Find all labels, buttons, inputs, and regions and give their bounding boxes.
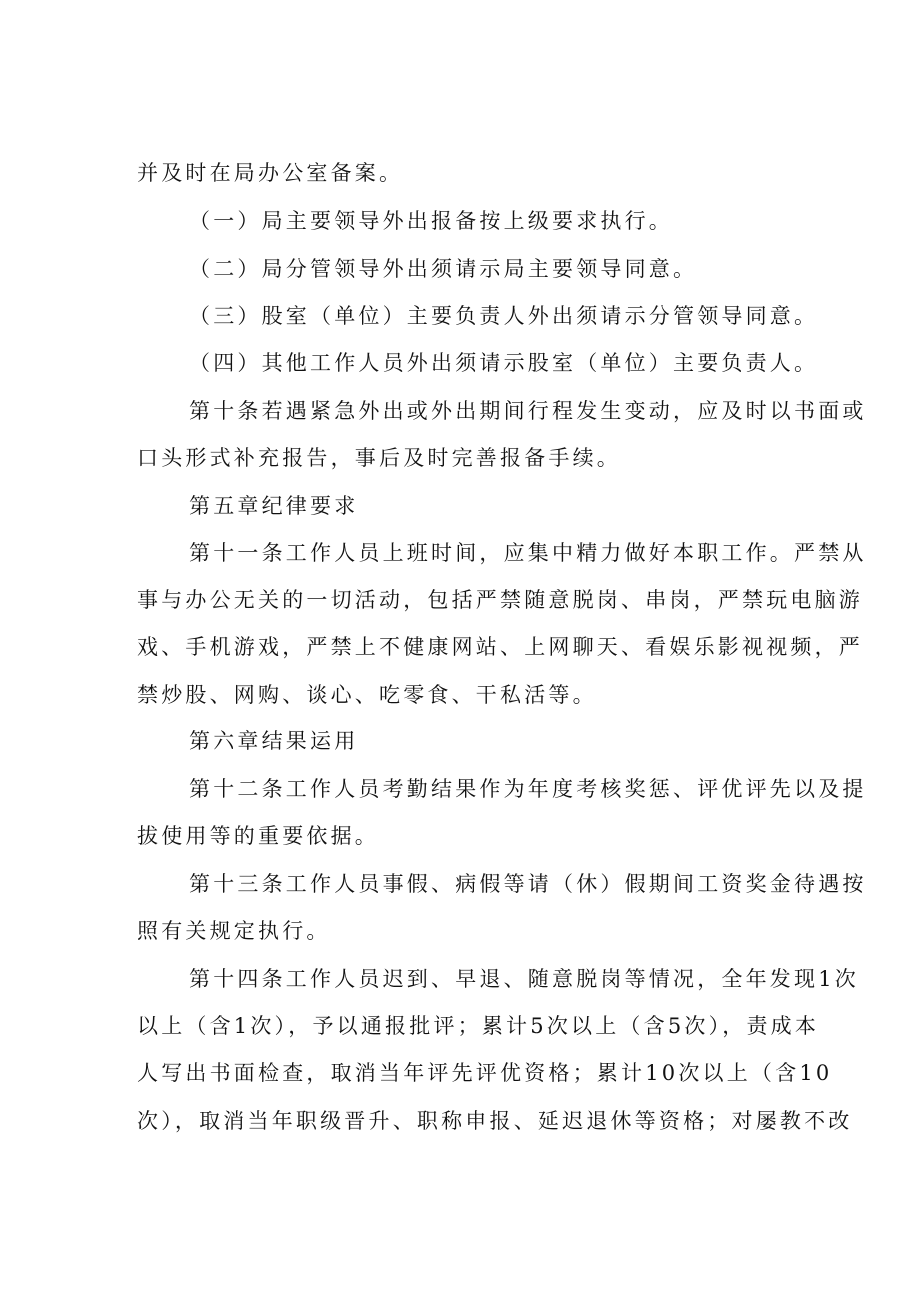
chapter-heading-6: 第六章结果运用 — [189, 729, 359, 753]
text-line-17: 照有关规定执行。 — [137, 919, 331, 943]
text-line-10: 事与办公无关的一切活动，包括严禁随意脱岗、串岗，严禁玩电脑游 — [137, 588, 863, 612]
text-line-16: 第十三条工作人员事假、病假等请（休）假期间工资奖金待遇按 — [189, 872, 867, 896]
text-line-15: 拔使用等的重要依据。 — [137, 824, 379, 848]
text-line-4: （三）股室（单位）主要负责人外出须请示分管领导同意。 — [189, 304, 819, 328]
text-line-18: 第十四条工作人员迟到、早退、随意脱岗等情况，全年发现1次 — [189, 967, 859, 991]
text-line-7: 口头形式补充报告，事后及时完善报备手续。 — [137, 446, 621, 470]
text-line-9: 第十一条工作人员上班时间，应集中精力做好本职工作。严禁从 — [189, 541, 867, 565]
text-line-3: （二）局分管领导外出须请示局主要领导同意。 — [189, 257, 698, 281]
text-line-14: 第十二条工作人员考勤结果作为年度考核奖惩、评优评先以及提 — [189, 777, 867, 801]
text-line-19: 以上（含1次），予以通报批评；累计5次以上（含5次），责成本 — [137, 1014, 820, 1038]
text-line-11: 戏、手机游戏，严禁上不健康网站、上网聊天、看娱乐影视视频，严 — [137, 635, 863, 659]
text-line-1: 并及时在局办公室备案。 — [137, 161, 404, 185]
text-line-21: 次），取消当年职级晋升、职称申报、延迟退休等资格；对屡教不改 — [137, 1109, 853, 1133]
text-line-2: （一）局主要领导外出报备按上级要求执行。 — [189, 209, 673, 233]
text-line-5: （四）其他工作人员外出须请示股室（单位）主要负责人。 — [189, 351, 819, 375]
chapter-heading-5: 第五章纪律要求 — [189, 494, 359, 518]
text-line-6: 第十条若遇紧急外出或外出期间行程发生变动，应及时以书面或 — [189, 399, 867, 423]
text-line-20: 人写出书面检查，取消当年评先评优资格；累计10次以上（含10 — [137, 1061, 833, 1085]
text-line-12: 禁炒股、网购、谈心、吃零食、干私活等。 — [137, 683, 597, 707]
